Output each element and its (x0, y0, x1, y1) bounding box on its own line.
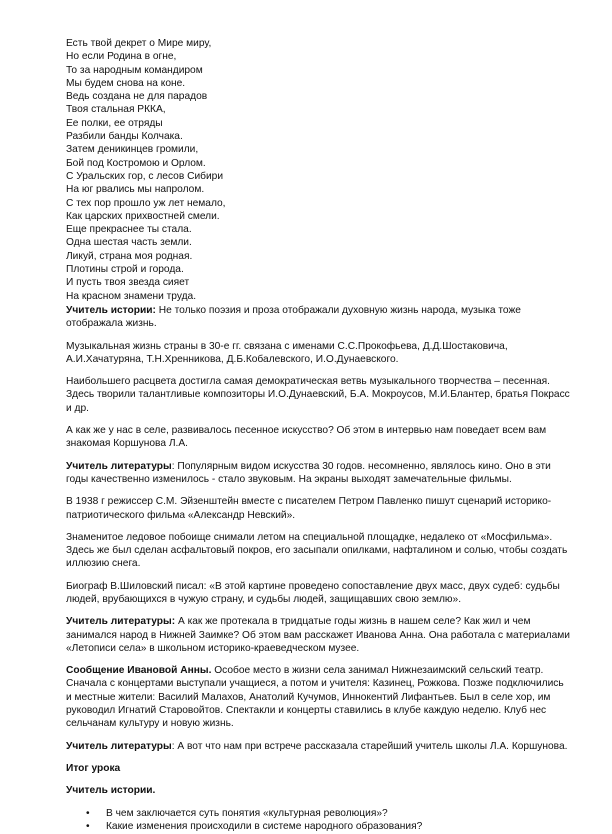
paragraph-text: А как же протекала в тридцатые годы жизнь в нашем селе? Как жил и чем занимался народ в Нижней Заимке? Об этом вам расскажет Иванова Анна. Она работала с материалами «Летописи села» в школьном историко-краеведческом музее. (66, 616, 570, 654)
poem-line: Как царских прихвостней смели. (66, 210, 220, 222)
poem-line: Но если Родина в огне, (66, 51, 177, 63)
poem-line: Плотины строй и города. (66, 264, 184, 276)
paragraph-literature-teacher-cinema (66, 460, 572, 487)
poem-line: Одна шестая часть земли. (66, 237, 192, 249)
speaker-label: Сообщение Ивановой Анны. (66, 665, 212, 677)
poem-line: На юг рвались мы напролом. (66, 184, 205, 196)
poem-line: Ее полки, ее отряды (66, 117, 163, 129)
poem-line: На красном знамени труда. (66, 290, 197, 302)
paragraph-literature-teacher-village (66, 615, 572, 655)
poem-line: С тех пор прошло уж лет немало, (66, 197, 226, 209)
poem-line: Твоя стальная РККА, (66, 104, 166, 116)
poem (66, 37, 572, 303)
summary-heading: Итог урока (66, 762, 121, 774)
paragraph-shilovsky-quote: Биограф В.Шиловский писал: «В этой картине проведено сопоставление двух масс, двух судеб: судьбы людей, врубающихся в чужую страну, и судьбы людей, защищавших свою землю». (66, 580, 560, 605)
list-item: • В чем заключается суть понятия «культурная революция»? (66, 807, 572, 821)
poem-line: Разбили банды Колчака. (66, 131, 183, 143)
paragraph-eisenstein: В 1938 г режиссер С.М. Эйзенштейн вместе с писателем Петром Павленко пишут сценарий историко-патриотического фильма «Александр Невский». (66, 496, 552, 521)
poem-line: Ликуй, страна моя родная. (66, 250, 193, 262)
speaker-label: Учитель литературы: (66, 616, 176, 628)
poem-line: То за народным командиром (66, 64, 203, 76)
paragraph-ivanova-report (66, 664, 572, 730)
speaker-label: Учитель литературы (66, 740, 172, 752)
poem-line: С Уральских гор, с лесов Сибири (66, 170, 224, 182)
paragraph-history-teacher-music (66, 304, 572, 331)
history-teacher-heading: Учитель истории. (66, 785, 156, 797)
list-item: • Какие изменения происходили в системе народного образования? (66, 820, 572, 834)
paragraph-composers: Музыкальная жизнь страны в 30-е гг. связана с именами С.С.Прокофьева, Д.Д.Шостаковича, А.И.Хачатуряна, Т.Н.Хренникова, Д.Б.Кобалевского, И.О.Дунаевского. (66, 340, 508, 365)
poem-line: Мы будем снова на коне. (66, 77, 186, 89)
paragraph-text: Не только поэзия и проза отображали духовную жизнь народа, музыка тоже отображала жизнь. (66, 304, 521, 330)
paragraph-text: Особое место в жизни села занимал Нижнезаимский сельский театр. Сначала с концертами выступали учащиеся, а потом и учителя: Казинец, Рожкова. Позже подключились и местные жители: Василий Малахов, Анатолий Кучумов, Иннокентий Лифантьев. Был в селе хор, им руководил Игнатий Старовойтов. Спектакли и концерты ставились в клубе каждую неделю. Клуб нес сельчанам культуру и новую жизнь. (66, 665, 564, 730)
poem-line: Есть твой декрет о Мире миру, (66, 38, 212, 49)
poem-line: Затем деникинцев громили, (66, 144, 199, 156)
poem-line: Бой под Костромою и Орлом. (66, 157, 206, 169)
paragraph-text: : Популярным видом искусства 30 годов. несомненно, являлось кино. Оно в эти годы качественно изменилось - стало звуковым. На экраны выходят замечательные фильмы. (66, 460, 551, 485)
paragraph-village-songs: А как же у нас в селе, развивалось песенное искусство? Об этом в интервью нам поведает всем вам знакомая Коршунова Л.А. (66, 425, 547, 450)
poem-line: И пусть твоя звезда сияет (66, 277, 190, 289)
paragraph-text: : А вот что нам при встрече рассказала старейший учитель школы Л.А. Коршунова. (171, 740, 568, 752)
poem-line: Еще прекраснее ты стала. (66, 224, 192, 236)
speaker-label: Учитель литературы (66, 460, 172, 472)
paragraph-literature-teacher-korshunova (66, 740, 572, 753)
question-list (66, 807, 572, 834)
poem-line: Ведь создана не для парадов (66, 91, 208, 103)
speaker-label: Учитель истории: (66, 304, 156, 316)
paragraph-ice-battle: Знаменитое ледовое побоище снимали летом на специальной площадке, недалеко от «Мосфильма». Здесь же был сделан асфальтовый покров, его засыпали опилками, нафталином и солью, чтобы создать иллюзию снега. (66, 531, 568, 570)
paragraph-song-genre: Наибольшего расцвета достигла самая демократическая ветвь музыкального творчества – песенная. Здесь творили талантливые композиторы И.О.Дунаевский, Б.А. Мокроусов, М.И.Блантер, братья Покрасс и др. (66, 376, 570, 414)
